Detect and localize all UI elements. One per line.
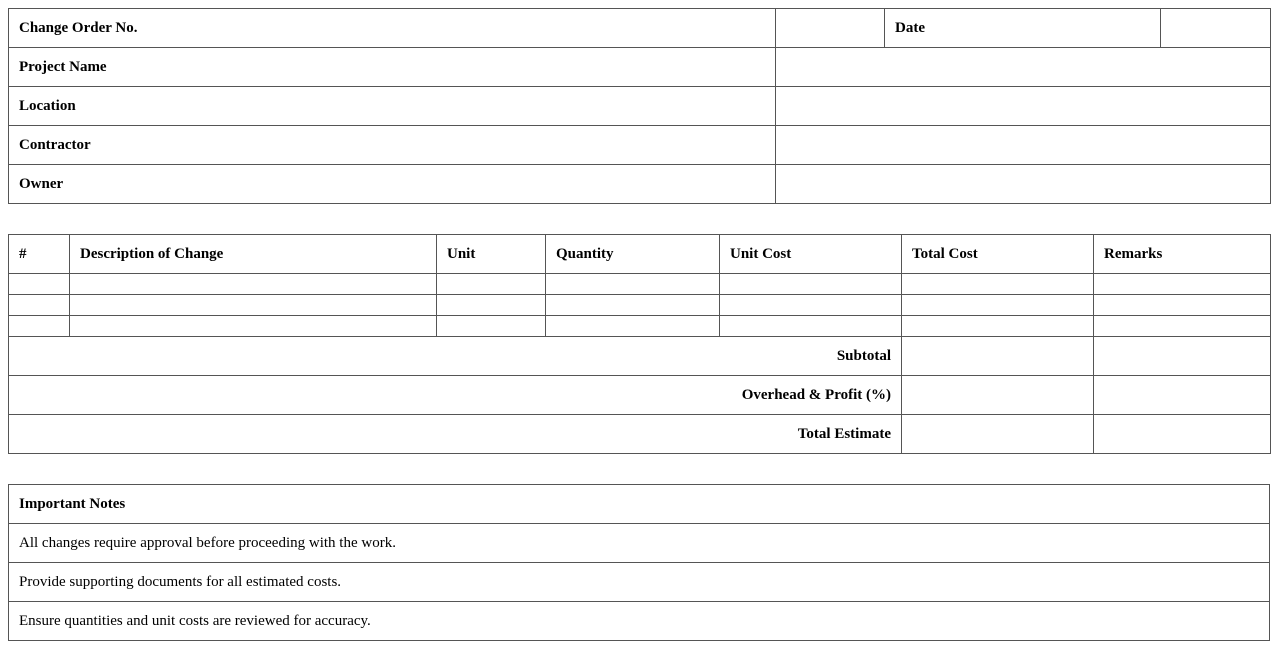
table-row <box>9 295 1271 316</box>
description-cell[interactable] <box>70 316 437 337</box>
total-cost-cell[interactable] <box>902 274 1094 295</box>
unit-cell[interactable] <box>437 295 546 316</box>
row-number-cell[interactable] <box>9 316 70 337</box>
column-header-total-cost: Total Cost <box>902 235 1094 274</box>
location-row <box>9 87 1271 126</box>
contractor-row <box>9 126 1271 165</box>
location-label: Location <box>9 87 776 126</box>
change-order-field[interactable] <box>776 9 885 48</box>
contractor-field[interactable] <box>776 126 1271 165</box>
note-text: Ensure quantities and unit costs are reviewed for accuracy. <box>9 602 1270 641</box>
project-name-field[interactable] <box>776 48 1271 87</box>
owner-field[interactable] <box>776 165 1271 204</box>
note-row <box>9 524 1270 563</box>
subtotal-row <box>9 337 1271 376</box>
description-cell[interactable] <box>70 274 437 295</box>
table-row <box>9 316 1271 337</box>
note-row <box>9 563 1270 602</box>
row-number-cell[interactable] <box>9 295 70 316</box>
remarks-cell[interactable] <box>1094 295 1271 316</box>
date-field[interactable] <box>1161 9 1271 48</box>
unit-cost-cell[interactable] <box>720 274 902 295</box>
column-header-unit: Unit <box>437 235 546 274</box>
quantity-cell[interactable] <box>546 316 720 337</box>
subtotal-label: Subtotal <box>9 337 902 376</box>
subtotal-remarks-cell[interactable] <box>1094 337 1271 376</box>
contractor-label: Contractor <box>9 126 776 165</box>
overhead-profit-label: Overhead & Profit (%) <box>9 376 902 415</box>
unit-cost-cell[interactable] <box>720 316 902 337</box>
overhead-profit-row <box>9 376 1271 415</box>
change-order-label: Change Order No. <box>9 9 776 48</box>
total-cost-cell[interactable] <box>902 295 1094 316</box>
column-header-unit-cost: Unit Cost <box>720 235 902 274</box>
total-estimate-row <box>9 415 1271 454</box>
notes-title: Important Notes <box>9 485 1270 524</box>
note-text: All changes require approval before proceeding with the work. <box>9 524 1270 563</box>
total-estimate-remarks-cell[interactable] <box>1094 415 1271 454</box>
project-info-table <box>8 8 1271 204</box>
cost-items-table <box>8 234 1271 454</box>
table-header-row <box>9 235 1271 274</box>
column-header-description: Description of Change <box>70 235 437 274</box>
total-estimate-label: Total Estimate <box>9 415 902 454</box>
column-header-quantity: Quantity <box>546 235 720 274</box>
column-header-number: # <box>9 235 70 274</box>
project-name-row <box>9 48 1271 87</box>
column-header-remarks: Remarks <box>1094 235 1271 274</box>
note-text: Provide supporting documents for all estimated costs. <box>9 563 1270 602</box>
owner-row <box>9 165 1271 204</box>
total-estimate-total-cell[interactable] <box>902 415 1094 454</box>
owner-label: Owner <box>9 165 776 204</box>
quantity-cell[interactable] <box>546 274 720 295</box>
quantity-cell[interactable] <box>546 295 720 316</box>
location-field[interactable] <box>776 87 1271 126</box>
date-label: Date <box>885 9 1161 48</box>
unit-cell[interactable] <box>437 274 546 295</box>
change-order-row <box>9 9 1271 48</box>
unit-cost-cell[interactable] <box>720 295 902 316</box>
table-row <box>9 274 1271 295</box>
note-row <box>9 602 1270 641</box>
description-cell[interactable] <box>70 295 437 316</box>
subtotal-total-cell[interactable] <box>902 337 1094 376</box>
remarks-cell[interactable] <box>1094 274 1271 295</box>
overhead-profit-total-cell[interactable] <box>902 376 1094 415</box>
remarks-cell[interactable] <box>1094 316 1271 337</box>
unit-cell[interactable] <box>437 316 546 337</box>
row-number-cell[interactable] <box>9 274 70 295</box>
total-cost-cell[interactable] <box>902 316 1094 337</box>
overhead-profit-remarks-cell[interactable] <box>1094 376 1271 415</box>
project-name-label: Project Name <box>9 48 776 87</box>
important-notes-table <box>8 484 1270 641</box>
notes-title-row <box>9 485 1270 524</box>
